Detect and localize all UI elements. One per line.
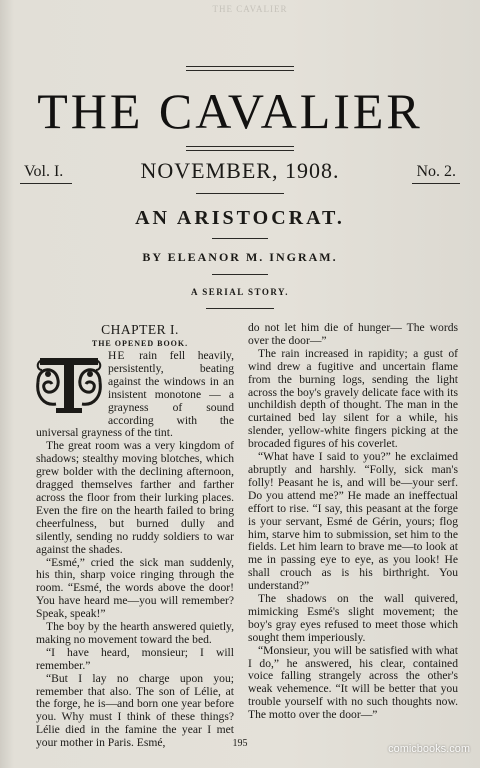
subtitle-separator [206, 308, 274, 309]
volume-underline [20, 183, 72, 184]
ornamental-initial-t-icon [36, 352, 104, 416]
story-byline: BY ELEANOR M. INGRAM. [142, 250, 338, 264]
chapter-subheading: THE OPENED BOOK. [91, 339, 189, 348]
page-number: 195 [232, 738, 248, 749]
masthead-bottom-rule [186, 146, 294, 147]
left-paragraph: “I have heard, monsieur; I will remember.” [36, 645, 234, 672]
story-subtitle: A SERIAL STORY. [191, 287, 289, 297]
left-text-column [36, 322, 234, 752]
issue-number: No. 2. [416, 163, 456, 180]
right-paragraph: The rain increased in rapidity; a gust of wind drew a fugitive and uncertain flame from the burning logs, sending the light across the boy's gravely delicate face with its unchildish depth of thought. The man in the curtained bed lay silent for a while, his slender, yellow-white fingers picking at the brocaded figures of his coverlet. [248, 346, 458, 451]
masthead-top-rule [186, 66, 294, 67]
story-title: AN ARISTOCRAT. [135, 207, 345, 229]
magazine-title: THE CAVALIER [37, 83, 423, 139]
number-underline [412, 183, 460, 184]
left-paragraph: “But I lay no charge upon you; remember that also. The son of Lélie, at the forge, he is—and born one year before you. Why must I think of these things? Lélie died in the famine the year I met your mother in Paris. Esmé, [36, 671, 234, 750]
watermark-text: comicbooks.com [388, 743, 470, 755]
opening-word: HE [108, 349, 140, 362]
right-paragraph: “Monsieur, you will be satisfied with what I do,” he answered, his clear, contained voice falling strangely across the other's weak vehemence. “It will be better that you trouble yourself with no such thoughts now. The motto over the door—” [248, 643, 458, 722]
volume-label: Vol. I. [24, 163, 64, 180]
chapter-heading: CHAPTER I. [101, 322, 179, 337]
bleed-through-header: THE CAVALIER [212, 4, 288, 14]
right-continuation: do not let him die of hunger— The words over the door—” [248, 322, 458, 347]
left-paragraph: “Esmé,” cried the sick man suddenly, his thin, sharp voice ringing through the room. “Esmé, the words above the door! You have heard me—you will remember? Speak, speak!” [36, 555, 234, 621]
right-paragraph: The shadows on the wall quivered, mimicking Esmé's slight movement; the boy's gray eyes refused to meet those which sought them imperiously. [248, 592, 458, 644]
right-text-column [248, 322, 458, 752]
opening-text: rain fell heavily, persistently, beating against the windows in an insistent monotone — a grayness of sound according with the universal grayness of the tint. [36, 349, 234, 440]
header-separator [196, 193, 284, 194]
right-paragraph: “What have I said to you?” he exclaimed abruptly and harshly. “Folly, sick man's folly! Peasant he is, and will be—your serf. Do you attend me?” He made an ineffectual effort to rise. “I say, this peasant at the forge is your servant, Esmé de Gérin, yours; flog him, starve him to submission, set him to the fields. Let him learn to brave me—to look at me in passing eye to eye, as you look! He shall crouch as is his birthright. You understand?” [248, 450, 458, 593]
title-separator [212, 238, 268, 239]
issue-date: NOVEMBER, 1908. [140, 158, 340, 183]
opening-paragraph [36, 350, 234, 440]
masthead-bottom-rule-2 [186, 150, 294, 151]
masthead-top-rule-2 [186, 70, 294, 71]
left-paragraph: The boy by the hearth answered quietly, making no movement toward the bed. [36, 620, 234, 646]
byline-separator [212, 274, 268, 275]
left-paragraph: The great room was a very kingdom of shadows; stealthy moving blotches, which grew bolder with the declining afternoon, dragged themselves farther and farther across the floor from their lurking places. Even the fire on the hearth failed to bring cheerfulness, but burned dully and silently, sending no ruddy soldiers to war against the shades. [36, 439, 234, 556]
